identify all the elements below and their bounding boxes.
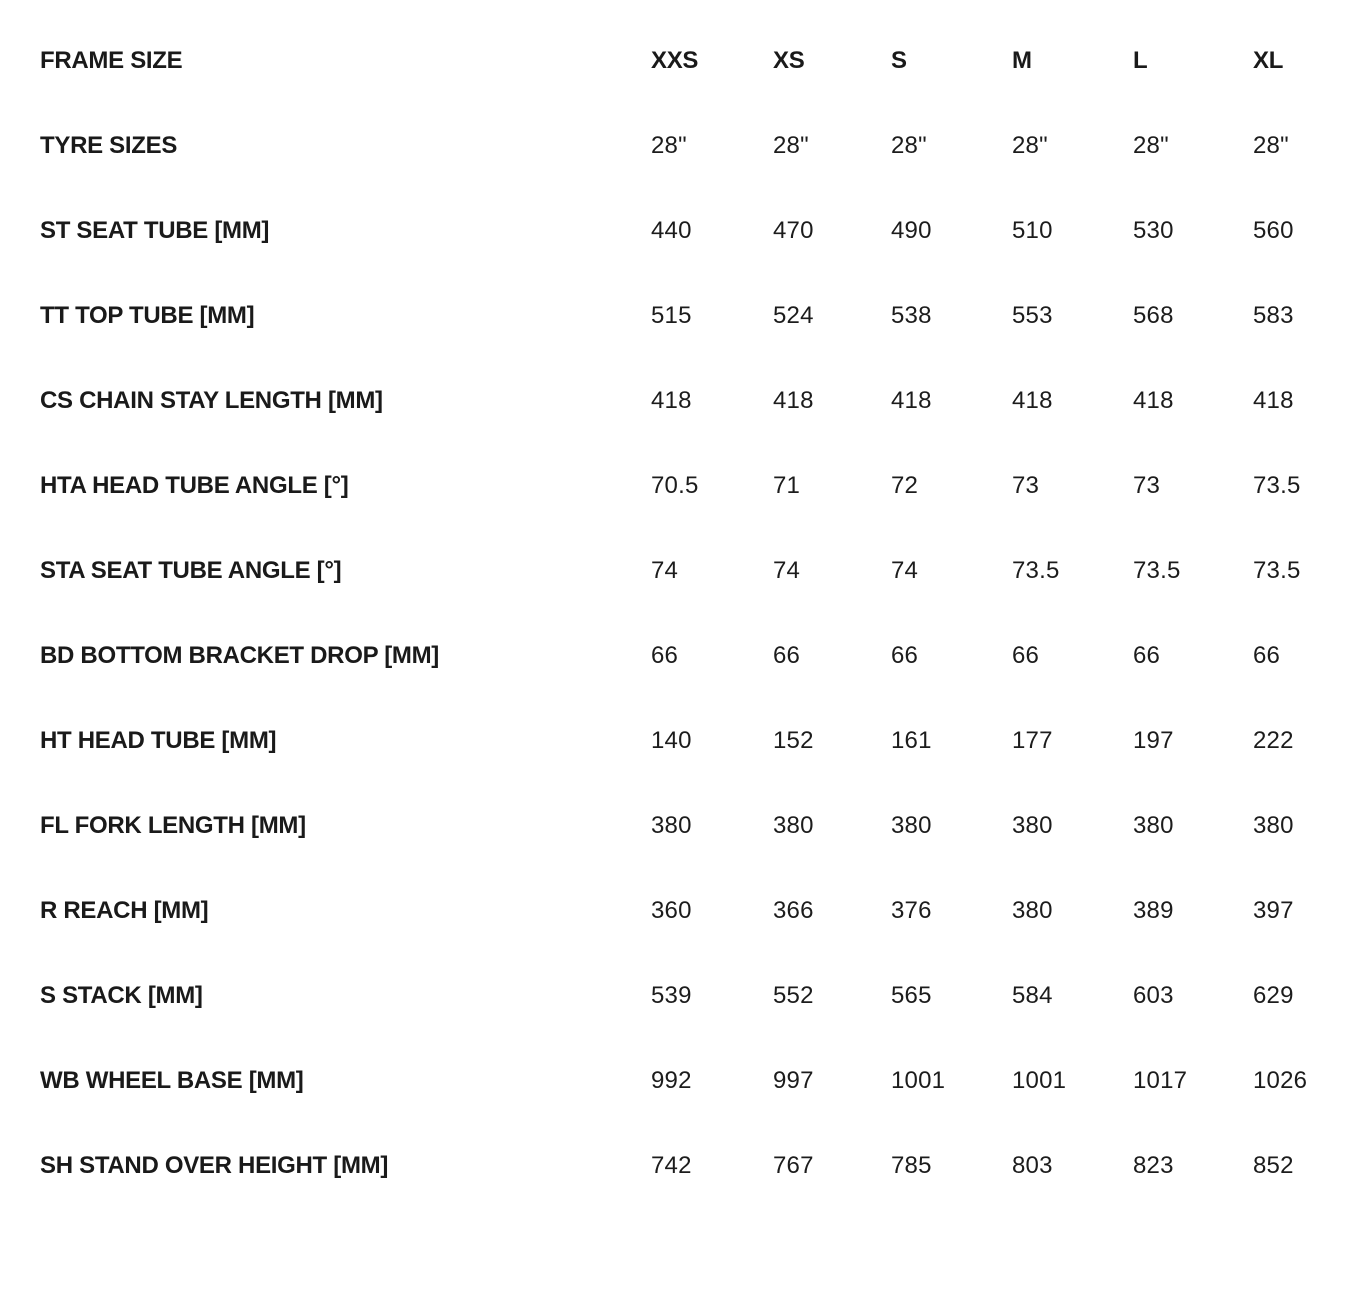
header-size-s: S xyxy=(891,46,907,74)
table-cell: 490 xyxy=(891,216,932,244)
table-cell: 568 xyxy=(1133,301,1174,329)
table-cell: 552 xyxy=(773,981,814,1009)
table-cell xyxy=(651,1208,773,1293)
row-label: FL FORK LENGTH [MM] xyxy=(40,811,306,839)
table-cell: 418 xyxy=(651,386,692,414)
table-cell: 418 xyxy=(891,386,932,414)
table-cell: 72 xyxy=(891,471,919,499)
row-label: TT TOP TUBE [MM] xyxy=(40,301,255,329)
table-cell: 629 xyxy=(1253,981,1294,1009)
table-cell: 539 xyxy=(651,981,692,1009)
table-cell: 380 xyxy=(1012,896,1053,924)
table-cell xyxy=(1253,1208,1330,1293)
row-label: TYRE SIZES xyxy=(40,131,178,159)
header-size-l: L xyxy=(1133,46,1148,74)
header-frame-size: FRAME SIZE xyxy=(40,46,183,74)
table-cell: 70.5 xyxy=(651,471,699,499)
table-cell: 565 xyxy=(891,981,932,1009)
table-row xyxy=(40,358,1330,443)
table-cell: 73.5 xyxy=(1012,556,1060,584)
table-cell: 997 xyxy=(773,1066,814,1094)
table-row xyxy=(40,1208,1330,1293)
table-cell: 1026 xyxy=(1253,1066,1308,1094)
table-cell: 66 xyxy=(891,641,919,669)
table-cell: 140 xyxy=(651,726,692,754)
table-cell: 66 xyxy=(1012,641,1040,669)
table-cell: 852 xyxy=(1253,1151,1294,1179)
table-cell: 28" xyxy=(1012,131,1048,159)
header-size-xl: XL xyxy=(1253,46,1284,74)
table-cell: 418 xyxy=(1253,386,1294,414)
table-cell: 73 xyxy=(1133,471,1161,499)
table-cell: 74 xyxy=(891,556,919,584)
table-cell: 380 xyxy=(651,811,692,839)
table-cell xyxy=(773,1208,891,1293)
geometry-table xyxy=(40,18,1330,1293)
table-cell: 553 xyxy=(1012,301,1053,329)
header-size-xs: XS xyxy=(773,46,805,74)
table-row xyxy=(40,1123,1330,1208)
table-cell: 366 xyxy=(773,896,814,924)
table-cell: 28" xyxy=(1133,131,1169,159)
table-body xyxy=(40,103,1330,1293)
row-label: S STACK [MM] xyxy=(40,981,203,1009)
table-cell: 380 xyxy=(1133,811,1174,839)
row-label xyxy=(40,1208,651,1293)
table-cell: 73 xyxy=(1012,471,1040,499)
table-cell: 28" xyxy=(773,131,809,159)
table-cell: 360 xyxy=(651,896,692,924)
row-label: HTA HEAD TUBE ANGLE [°] xyxy=(40,471,349,499)
table-cell: 28" xyxy=(1253,131,1289,159)
table-cell: 397 xyxy=(1253,896,1294,924)
table-cell: 470 xyxy=(773,216,814,244)
table-cell: 380 xyxy=(1012,811,1053,839)
table-cell: 66 xyxy=(773,641,801,669)
table-cell: 222 xyxy=(1253,726,1294,754)
table-cell: 583 xyxy=(1253,301,1294,329)
table-cell: 742 xyxy=(651,1151,692,1179)
table-row xyxy=(40,698,1330,783)
table-cell: 440 xyxy=(651,216,692,244)
table-cell: 28" xyxy=(891,131,927,159)
table-cell: 530 xyxy=(1133,216,1174,244)
row-label: SH STAND OVER HEIGHT [MM] xyxy=(40,1151,389,1179)
table-cell: 66 xyxy=(651,641,679,669)
table-cell: 73.5 xyxy=(1133,556,1181,584)
table-cell: 584 xyxy=(1012,981,1053,1009)
table-cell xyxy=(1012,1208,1133,1293)
table-cell: 418 xyxy=(773,386,814,414)
table-cell: 380 xyxy=(773,811,814,839)
table-row xyxy=(40,103,1330,188)
row-label: R REACH [MM] xyxy=(40,896,209,924)
table-row xyxy=(40,528,1330,613)
table-cell xyxy=(891,1208,1012,1293)
table-cell: 73.5 xyxy=(1253,556,1301,584)
table-row xyxy=(40,443,1330,528)
table-cell: 515 xyxy=(651,301,692,329)
table-header xyxy=(40,18,1330,103)
table-cell: 767 xyxy=(773,1151,814,1179)
table-cell: 380 xyxy=(891,811,932,839)
table-cell: 524 xyxy=(773,301,814,329)
table-cell: 785 xyxy=(891,1151,932,1179)
table-cell: 177 xyxy=(1012,726,1053,754)
table-cell: 73.5 xyxy=(1253,471,1301,499)
row-label: ST SEAT TUBE [MM] xyxy=(40,216,270,244)
row-label: STA SEAT TUBE ANGLE [°] xyxy=(40,556,342,584)
table-cell: 152 xyxy=(773,726,814,754)
table-cell: 560 xyxy=(1253,216,1294,244)
table-row xyxy=(40,1038,1330,1123)
table-cell: 74 xyxy=(773,556,801,584)
table-cell: 389 xyxy=(1133,896,1174,924)
table-row xyxy=(40,783,1330,868)
table-cell: 161 xyxy=(891,726,932,754)
table-cell: 28" xyxy=(651,131,687,159)
table-cell: 823 xyxy=(1133,1151,1174,1179)
table-row xyxy=(40,613,1330,698)
header-row xyxy=(40,18,1330,103)
table-row xyxy=(40,868,1330,953)
table-cell: 992 xyxy=(651,1066,692,1094)
table-cell: 66 xyxy=(1133,641,1161,669)
table-cell: 71 xyxy=(773,471,801,499)
table-cell: 538 xyxy=(891,301,932,329)
table-cell: 803 xyxy=(1012,1151,1053,1179)
table-cell: 74 xyxy=(651,556,679,584)
row-label: CS CHAIN STAY LENGTH [MM] xyxy=(40,386,383,414)
table-cell: 510 xyxy=(1012,216,1053,244)
table-cell: 1001 xyxy=(891,1066,946,1094)
table-cell: 66 xyxy=(1253,641,1281,669)
table-cell: 418 xyxy=(1012,386,1053,414)
table-row xyxy=(40,953,1330,1038)
table-cell xyxy=(1133,1208,1253,1293)
row-label: WB WHEEL BASE [MM] xyxy=(40,1066,304,1094)
table-cell: 197 xyxy=(1133,726,1174,754)
header-size-xxs: XXS xyxy=(651,46,699,74)
table-cell: 418 xyxy=(1133,386,1174,414)
table-cell: 603 xyxy=(1133,981,1174,1009)
table-cell: 376 xyxy=(891,896,932,924)
row-label: BD BOTTOM BRACKET DROP [MM] xyxy=(40,641,439,669)
header-size-m: M xyxy=(1012,46,1032,74)
table-cell: 1001 xyxy=(1012,1066,1067,1094)
table-cell: 380 xyxy=(1253,811,1294,839)
row-label: HT HEAD TUBE [MM] xyxy=(40,726,277,754)
table-row xyxy=(40,188,1330,273)
table-row xyxy=(40,273,1330,358)
table-cell: 1017 xyxy=(1133,1066,1188,1094)
